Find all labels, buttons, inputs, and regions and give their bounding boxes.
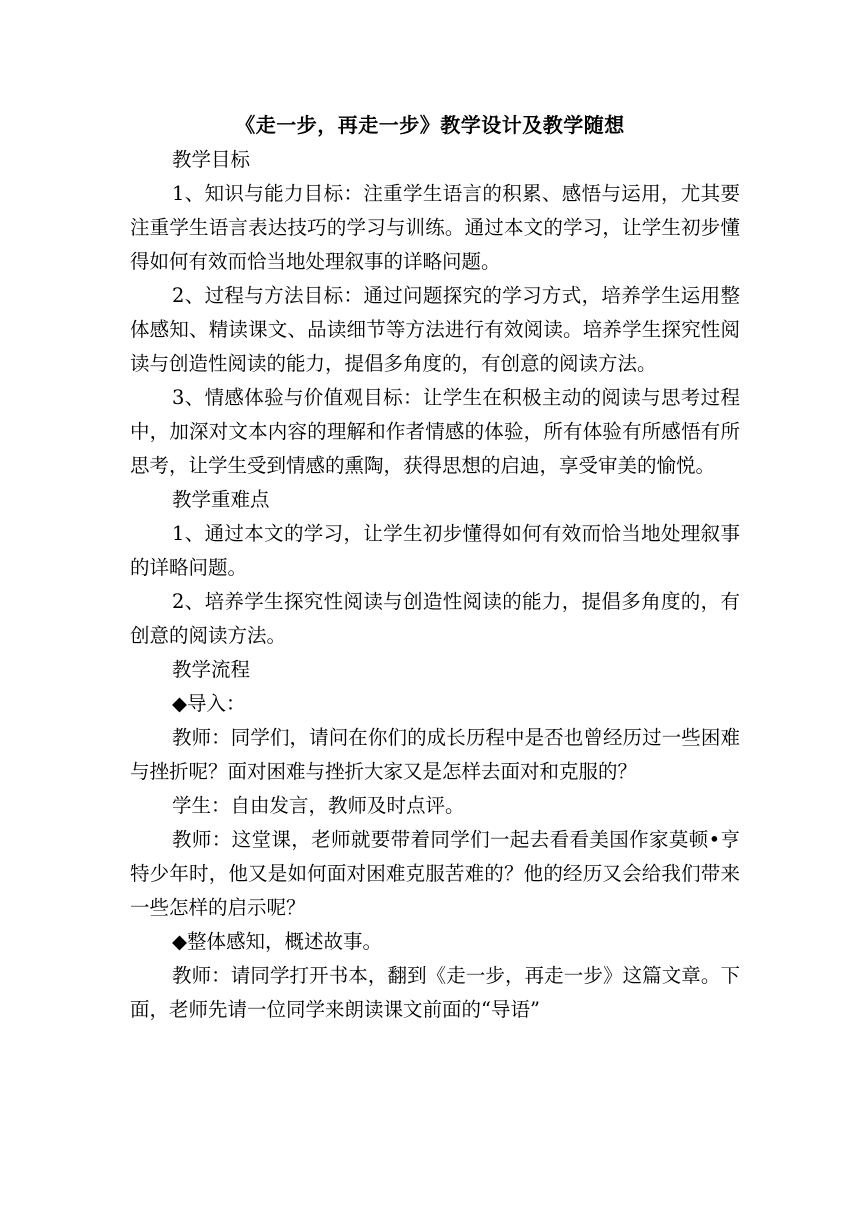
teacher-dialogue-2: 教师：这堂课，老师就要带着同学们一起去看看美国作家莫顿•亨特少年时，他又是如何面对困难克服苦难的？他的经历又会给我们带来一些怎样的启示呢？: [130, 828, 740, 919]
objective-paragraph-1: 1、知识与能力目标：注重学生语言的积累、感悟与运用，尤其要注重学生语言表达技巧的学习与训练。通过本文的学习，让学生初步懂得如何有效而恰当地处理叙事的详略问题。: [130, 182, 740, 273]
section-heading-objectives: 教学目标: [172, 148, 251, 171]
objective-paragraph-3: 3、情感体验与价值观目标：让学生在积极主动的阅读与思考过程中，加深对文本内容的理解和作者情感的体验，所有体验有所感悟有所思考，让学生受到情感的熏陶，获得思想的启迪，享受审美的愉悦。: [130, 386, 740, 477]
objective-paragraph-2: 2、过程与方法目标：通过问题探究的学习方式，培养学生运用整体感知、精读课文、品读细节等方法进行有效阅读。培养学生探究性阅读与创造性阅读的能力，提倡多角度的，有创意的阅读方法。: [130, 284, 740, 375]
section-heading-key-points: 教学重难点: [172, 488, 270, 511]
document-body: [130, 143, 740, 1027]
key-point-paragraph-2: 2、培养学生探究性阅读与创造性阅读的能力，提倡多角度的，有创意的阅读方法。: [130, 590, 740, 647]
process-step-intro: ◆导入：: [172, 692, 246, 715]
teacher-dialogue-1: 教师：同学们，请问在你们的成长历程中是否也曾经历过一些困难与挫折呢？面对困难与挫折大家又是怎样去面对和克服的？: [130, 726, 740, 783]
section-heading-process: 教学流程: [172, 658, 251, 681]
document-title: 《走一步，再走一步》教学设计及教学随想: [235, 113, 625, 137]
key-point-paragraph-1: 1、通过本文的学习，让学生初步懂得如何有效而恰当地处理叙事的详略问题。: [130, 522, 740, 579]
student-dialogue-1: 学生：自由发言，教师及时点评。: [172, 794, 465, 817]
process-step-overview: ◆整体感知，概述故事。: [172, 930, 382, 953]
teacher-dialogue-3: 教师：请同学打开书本，翻到《走一步，再走一步》这篇文章。下面，老师先请一位同学来朗读课文前面的“导语”: [130, 964, 740, 1021]
